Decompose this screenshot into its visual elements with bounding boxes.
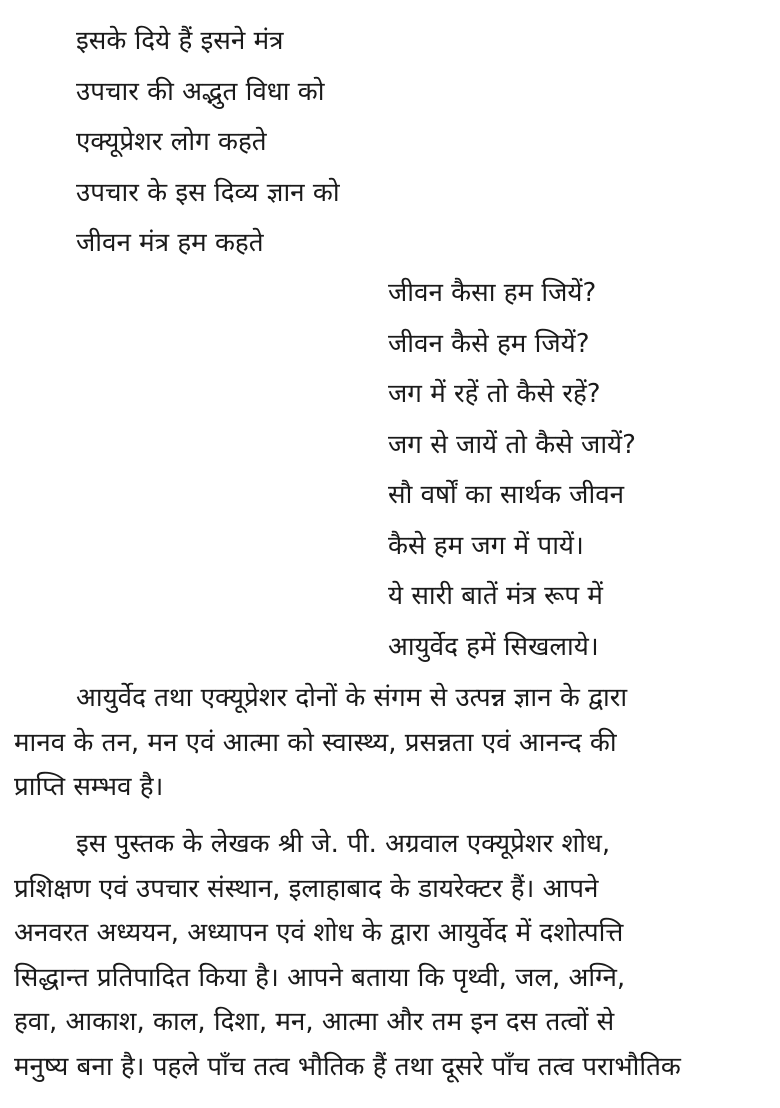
paragraph-line: प्राप्ति सम्भव है। (14, 772, 164, 802)
verse-line: उपचार की अद्भुत विधा को (76, 76, 325, 107)
verse-line: इसके दिये हैं इसने मंत्र (76, 26, 284, 56)
verse-line: जग में रहें तो कैसे रहें? (388, 379, 601, 409)
verse-line: जीवन कैसे हम जियें? (388, 328, 590, 359)
verse-line: जीवन मंत्र हम कहते (76, 228, 264, 258)
verse-line: ये सारी बातें मंत्र रूप में (388, 581, 603, 611)
poem-stanza-1 (76, 16, 340, 269)
paragraph-line: सिद्धान्त प्रतिपादित किया है। आपने बताया कि पृथ्वी, जल, अग्नि, (14, 962, 626, 993)
paragraph-line: अनवरत अध्ययन, अध्यापन एवं शोध के द्वारा आयुर्वेद में दशोत्पत्ति (14, 918, 624, 948)
verse-line: एक्यूप्रेशर लोग कहते (76, 127, 267, 157)
verse-line: जग से जायें तो कैसे जायें? (388, 429, 636, 460)
verse-line: कैसे हम जग में पायें। (388, 530, 584, 561)
paragraph-line: इस पुस्तक के लेखक श्री जे. पी. अग्रवाल एक्यूप्रेशर शोध, (76, 829, 611, 859)
paragraph-author (14, 822, 772, 1089)
paragraph-line: प्रशिक्षण एवं उपचार संस्थान, इलाहाबाद के डायरेक्टर हैं। आपने (14, 873, 599, 904)
verse-line: जीवन कैसा हम जियें? (388, 278, 597, 308)
verse-line: सौ वर्षों का सार्थक जीवन (388, 480, 625, 510)
verse-line: आयुर्वेद हमें सिखलाये। (388, 631, 599, 662)
paragraph-ayurveda-acupressure (14, 676, 772, 810)
paragraph-line: मानव के तन, मन एवं आत्मा को स्वास्थ्य, प्रसन्नता एवं आनन्द की (14, 727, 617, 758)
paragraph-line: आयुर्वेद तथा एक्यूप्रेशर दोनों के संगम से उत्पन्न ज्ञान के द्वारा (76, 683, 628, 713)
poem-stanza-2 (388, 268, 636, 672)
verse-line: उपचार के इस दिव्य ज्ञान को (76, 177, 340, 208)
paragraph-line: मनुष्य बना है। पहले पाँच तत्व भौतिक हैं तथा दूसरे पाँच तत्व पराभौतिक (14, 1051, 681, 1082)
paragraph-line: हवा, आकाश, काल, दिशा, मन, आत्मा और तम इन दस तत्वों से (14, 1007, 615, 1037)
